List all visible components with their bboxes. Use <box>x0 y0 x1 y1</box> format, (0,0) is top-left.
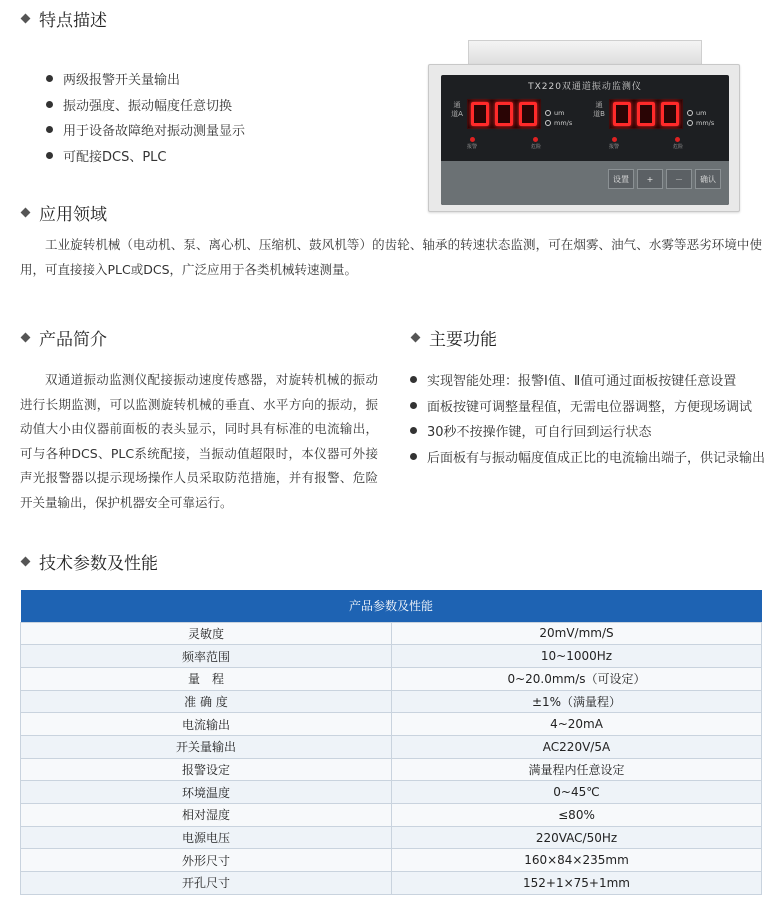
bullet-dot-icon <box>46 101 53 108</box>
diamond-bullet-icon <box>21 14 31 24</box>
unit-um: um <box>687 109 706 117</box>
specs-table-body <box>21 622 762 894</box>
spec-value-cell: AC220V/5A <box>392 735 762 758</box>
unit-mms: mm/s <box>687 119 714 127</box>
status-leds <box>467 137 541 150</box>
spec-value-cell: ≤80% <box>392 804 762 827</box>
led-digit <box>471 102 489 126</box>
application-heading-text: 应用领域 <box>39 205 107 225</box>
features-list <box>46 66 245 168</box>
intro-heading-text: 产品简介 <box>39 330 107 350</box>
spec-name-cell: 相对湿度 <box>21 804 392 827</box>
spec-value-cell: 220VAC/50Hz <box>392 826 762 849</box>
seven-segment-display <box>467 99 541 129</box>
device-channel-a <box>449 97 579 150</box>
device-image <box>428 40 740 212</box>
list-item: 两级报警开关量输出 <box>46 66 245 92</box>
functions-heading <box>412 325 497 350</box>
led-digit <box>495 102 513 126</box>
application-paragraph: 工业旋转机械（电动机、泵、离心机、压缩机、鼓风机等）的齿轮、轴承的转速状态监测，可在烟雾、油气、水雾等恶劣环境中使用，可直接接入PLC或DCS，广泛应用于各类机械转速测量。 <box>20 237 762 277</box>
status-leds <box>609 137 683 150</box>
spec-value-cell: 4~20mA <box>392 713 762 736</box>
device-keypad-area <box>441 161 729 205</box>
functions-heading-text: 主要功能 <box>429 330 497 350</box>
list-item: 用于设备故障绝对振动测量显示 <box>46 117 245 143</box>
diamond-bullet-icon <box>411 333 421 343</box>
table-row <box>21 622 762 645</box>
table-row <box>21 645 762 668</box>
alarm-led: 报警 <box>609 137 619 150</box>
spec-value-cell: 152+1×75+1mm <box>392 872 762 895</box>
indicator-circle-icon <box>687 120 693 126</box>
list-item: 面板按键可调整量程值，无需电位器调整，方便现场调试 <box>410 393 765 419</box>
table-row <box>21 826 762 849</box>
spec-name-cell: 开孔尺寸 <box>21 872 392 895</box>
red-led-icon <box>612 137 617 142</box>
bullet-dot-icon <box>46 75 53 82</box>
spec-name-cell: 环境温度 <box>21 781 392 804</box>
led-digit <box>637 102 655 126</box>
indicator-circle-icon <box>545 110 551 116</box>
bullet-dot-icon <box>46 152 53 159</box>
functions-list <box>410 367 765 469</box>
bullet-dot-icon <box>410 402 417 409</box>
red-led-icon <box>675 137 680 142</box>
table-row <box>21 849 762 872</box>
bullet-dot-icon <box>410 427 417 434</box>
bullet-dot-icon <box>410 453 417 460</box>
led-digit <box>519 102 537 126</box>
device-key-minus: － <box>666 169 692 189</box>
seven-segment-display <box>609 99 683 129</box>
device-key-confirm: 确认 <box>695 169 721 189</box>
spec-name-cell: 准 确 度 <box>21 690 392 713</box>
alarm-led: 报警 <box>467 137 477 150</box>
spec-name-cell: 灵敏度 <box>21 622 392 645</box>
table-title: 产品参数及性能 <box>21 590 762 622</box>
bullet-dot-icon <box>46 126 53 133</box>
unit-mms: mm/s <box>545 119 572 127</box>
specs-table <box>20 590 762 895</box>
table-row <box>21 713 762 736</box>
unit-um: um <box>545 109 564 117</box>
features-heading <box>22 6 107 31</box>
table-row <box>21 872 762 895</box>
list-item: 30秒不按操作键，可自行回到运行状态 <box>410 418 765 444</box>
diamond-bullet-icon <box>21 557 31 567</box>
table-row <box>21 804 762 827</box>
red-led-icon <box>533 137 538 142</box>
red-led-icon <box>470 137 475 142</box>
list-item: 后面板有与振动幅度值成正比的电流输出端子，供记录输出 <box>410 444 765 470</box>
list-item: 振动强度、振动幅度任意切换 <box>46 92 245 118</box>
spec-value-cell: 20mV/mm/S <box>392 622 762 645</box>
spec-name-cell: 电流输出 <box>21 713 392 736</box>
indicator-circle-icon <box>545 120 551 126</box>
spec-value-cell: 160×84×235mm <box>392 849 762 872</box>
features-heading-text: 特点描述 <box>39 11 107 31</box>
diamond-bullet-icon <box>21 333 31 343</box>
application-heading <box>22 200 107 225</box>
device-panel <box>441 75 729 205</box>
specs-heading <box>22 549 158 574</box>
spec-name-cell: 外形尺寸 <box>21 849 392 872</box>
spec-value-cell: ±1%（满量程） <box>392 690 762 713</box>
device-title: TX220双通道振动监测仪 <box>528 82 642 92</box>
led-digit <box>613 102 631 126</box>
list-item: 实现智能处理：报警Ⅰ值、Ⅱ值可通过面板按键任意设置 <box>410 367 765 393</box>
table-row <box>21 667 762 690</box>
intro-heading <box>22 325 107 350</box>
bullet-dot-icon <box>410 376 417 383</box>
table-row <box>21 690 762 713</box>
device-key-plus: + <box>637 169 663 189</box>
device-channel-b <box>591 97 721 150</box>
device-keys <box>605 169 721 189</box>
spec-name-cell: 电源电压 <box>21 826 392 849</box>
spec-value-cell: 0~20.0mm/s（可设定） <box>392 667 762 690</box>
table-row <box>21 781 762 804</box>
device-key-set: 设置 <box>608 169 634 189</box>
spec-name-cell: 报警设定 <box>21 758 392 781</box>
list-item: 可配接DCS、PLC <box>46 143 245 169</box>
spec-value-cell: 0~45℃ <box>392 781 762 804</box>
spec-value-cell: 满量程内任意设定 <box>392 758 762 781</box>
channel-b-label: 通道B <box>593 101 605 118</box>
spec-name-cell: 频率范围 <box>21 645 392 668</box>
device-case-top <box>468 40 702 66</box>
intro-paragraph: 双通道振动监测仪配接振动速度传感器，对旋转机械的振动进行长期监测，可以监测旋转机械的垂直、水平方向的振动，振动值大小由仪器前面板的表头显示，同时具有标准的电流输出，可与各种DCS、PLC系统配接，当振动值超限时，本仪器可外接声光报警器以提示现场操作人员采取防范措施，并有报警、危险开关量输出，保护机器安全可靠运行。 <box>20 372 378 510</box>
channel-a-label: 通道A <box>451 101 463 118</box>
spec-name-cell: 开关量输出 <box>21 735 392 758</box>
danger-led: 危险 <box>673 137 683 150</box>
led-digit <box>661 102 679 126</box>
danger-led: 危险 <box>531 137 541 150</box>
table-row <box>21 735 762 758</box>
table-row <box>21 758 762 781</box>
diamond-bullet-icon <box>21 208 31 218</box>
device-front-frame <box>428 64 740 212</box>
indicator-circle-icon <box>687 110 693 116</box>
spec-value-cell: 10~1000Hz <box>392 645 762 668</box>
spec-name-cell: 量 程 <box>21 667 392 690</box>
table-header-row <box>21 590 762 622</box>
specs-heading-text: 技术参数及性能 <box>39 554 158 574</box>
